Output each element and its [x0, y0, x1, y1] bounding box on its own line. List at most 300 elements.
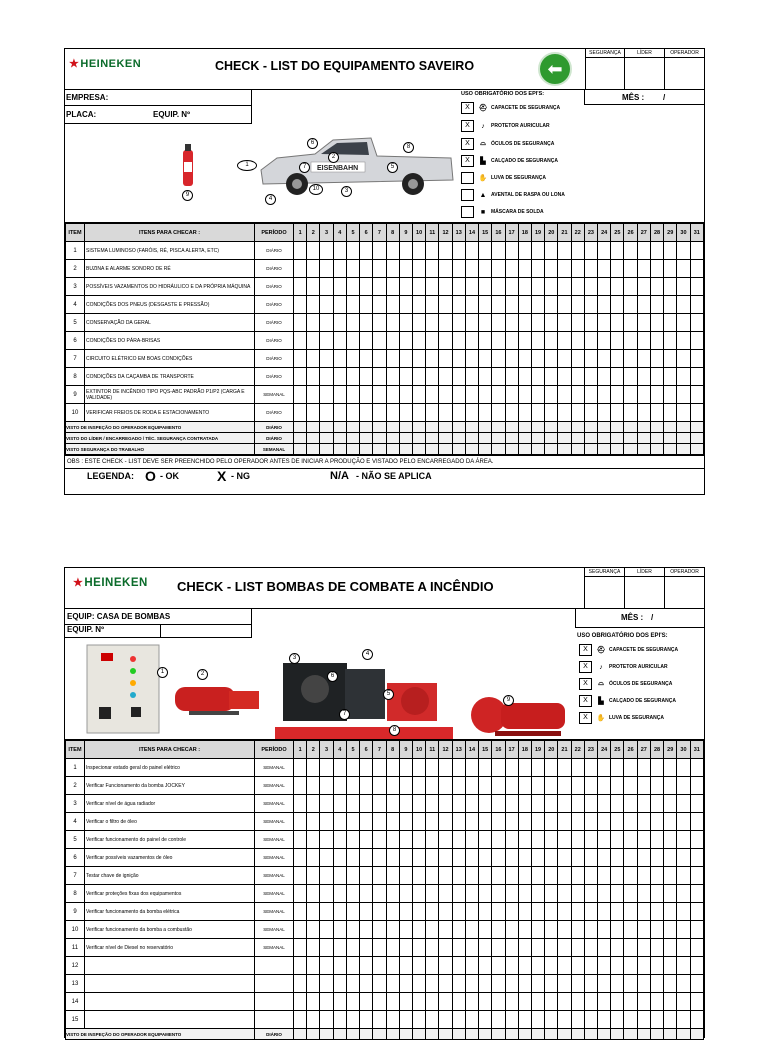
day-check-cell[interactable]	[465, 993, 478, 1011]
day-check-cell[interactable]	[664, 332, 677, 350]
day-check-cell[interactable]	[294, 993, 307, 1011]
day-check-cell[interactable]	[426, 975, 439, 993]
visto-cell[interactable]	[531, 433, 544, 444]
day-check-cell[interactable]	[412, 386, 425, 404]
day-check-cell[interactable]	[545, 278, 558, 296]
day-check-cell[interactable]	[492, 885, 505, 903]
day-check-cell[interactable]	[637, 975, 650, 993]
visto-cell[interactable]	[294, 422, 307, 433]
day-check-cell[interactable]	[598, 314, 611, 332]
day-check-cell[interactable]	[664, 386, 677, 404]
day-check-cell[interactable]	[677, 759, 690, 777]
day-check-cell[interactable]	[492, 242, 505, 260]
day-check-cell[interactable]	[307, 350, 320, 368]
day-check-cell[interactable]	[333, 386, 346, 404]
day-check-cell[interactable]	[518, 993, 531, 1011]
day-check-cell[interactable]	[452, 759, 465, 777]
day-check-cell[interactable]	[492, 777, 505, 795]
epi-checkbox[interactable]: X	[461, 138, 474, 150]
visto-cell[interactable]	[439, 422, 452, 433]
visto-cell[interactable]	[611, 433, 624, 444]
day-check-cell[interactable]	[518, 939, 531, 957]
day-check-cell[interactable]	[492, 759, 505, 777]
day-check-cell[interactable]	[439, 332, 452, 350]
day-check-cell[interactable]	[584, 939, 597, 957]
day-check-cell[interactable]	[545, 296, 558, 314]
visto-cell[interactable]	[373, 433, 386, 444]
epi-checkbox[interactable]: X	[579, 661, 592, 673]
day-check-cell[interactable]	[664, 314, 677, 332]
day-check-cell[interactable]	[531, 260, 544, 278]
day-check-cell[interactable]	[307, 1011, 320, 1029]
visto-cell[interactable]	[637, 422, 650, 433]
day-check-cell[interactable]	[505, 332, 518, 350]
day-check-cell[interactable]	[439, 314, 452, 332]
visto-cell[interactable]	[571, 444, 584, 455]
day-check-cell[interactable]	[346, 404, 359, 422]
visto-cell[interactable]	[598, 422, 611, 433]
day-check-cell[interactable]	[518, 903, 531, 921]
day-check-cell[interactable]	[545, 386, 558, 404]
day-check-cell[interactable]	[412, 849, 425, 867]
day-check-cell[interactable]	[439, 975, 452, 993]
day-check-cell[interactable]	[320, 296, 333, 314]
day-check-cell[interactable]	[611, 296, 624, 314]
day-check-cell[interactable]	[518, 957, 531, 975]
day-check-cell[interactable]	[531, 975, 544, 993]
visto-cell[interactable]	[637, 444, 650, 455]
day-check-cell[interactable]	[386, 386, 399, 404]
day-check-cell[interactable]	[360, 314, 373, 332]
day-check-cell[interactable]	[584, 332, 597, 350]
day-check-cell[interactable]	[373, 296, 386, 314]
day-check-cell[interactable]	[333, 777, 346, 795]
day-check-cell[interactable]	[320, 386, 333, 404]
day-check-cell[interactable]	[333, 813, 346, 831]
visto-cell[interactable]	[412, 433, 425, 444]
day-check-cell[interactable]	[677, 885, 690, 903]
visto-cell[interactable]	[479, 1029, 492, 1040]
day-check-cell[interactable]	[677, 350, 690, 368]
day-check-cell[interactable]	[690, 759, 703, 777]
day-check-cell[interactable]	[373, 795, 386, 813]
day-check-cell[interactable]	[664, 260, 677, 278]
day-check-cell[interactable]	[333, 404, 346, 422]
day-check-cell[interactable]	[492, 849, 505, 867]
day-check-cell[interactable]	[360, 975, 373, 993]
day-check-cell[interactable]	[492, 993, 505, 1011]
day-check-cell[interactable]	[412, 1011, 425, 1029]
day-check-cell[interactable]	[545, 260, 558, 278]
day-check-cell[interactable]	[664, 795, 677, 813]
day-check-cell[interactable]	[545, 332, 558, 350]
day-check-cell[interactable]	[611, 921, 624, 939]
day-check-cell[interactable]	[479, 939, 492, 957]
visto-cell[interactable]	[294, 433, 307, 444]
day-check-cell[interactable]	[571, 242, 584, 260]
day-check-cell[interactable]	[664, 831, 677, 849]
day-check-cell[interactable]	[479, 921, 492, 939]
day-check-cell[interactable]	[465, 849, 478, 867]
day-check-cell[interactable]	[333, 903, 346, 921]
back-arrow-icon[interactable]: ⬅	[538, 52, 572, 86]
day-check-cell[interactable]	[611, 314, 624, 332]
day-check-cell[interactable]	[399, 975, 412, 993]
epi-checkbox[interactable]: X	[579, 678, 592, 690]
day-check-cell[interactable]	[479, 795, 492, 813]
day-check-cell[interactable]	[360, 957, 373, 975]
day-check-cell[interactable]	[677, 867, 690, 885]
day-check-cell[interactable]	[531, 867, 544, 885]
day-check-cell[interactable]	[545, 404, 558, 422]
day-check-cell[interactable]	[637, 849, 650, 867]
day-check-cell[interactable]	[505, 885, 518, 903]
day-check-cell[interactable]	[598, 260, 611, 278]
day-check-cell[interactable]	[386, 404, 399, 422]
day-check-cell[interactable]	[571, 795, 584, 813]
day-check-cell[interactable]	[386, 939, 399, 957]
day-check-cell[interactable]	[373, 368, 386, 386]
day-check-cell[interactable]	[545, 777, 558, 795]
day-check-cell[interactable]	[465, 885, 478, 903]
day-check-cell[interactable]	[439, 993, 452, 1011]
day-check-cell[interactable]	[360, 921, 373, 939]
day-check-cell[interactable]	[426, 921, 439, 939]
day-check-cell[interactable]	[452, 975, 465, 993]
day-check-cell[interactable]	[545, 759, 558, 777]
day-check-cell[interactable]	[439, 1011, 452, 1029]
day-check-cell[interactable]	[373, 903, 386, 921]
day-check-cell[interactable]	[373, 1011, 386, 1029]
day-check-cell[interactable]	[412, 777, 425, 795]
visto-cell[interactable]	[545, 1029, 558, 1040]
day-check-cell[interactable]	[531, 813, 544, 831]
day-check-cell[interactable]	[558, 260, 571, 278]
day-check-cell[interactable]	[677, 777, 690, 795]
day-check-cell[interactable]	[505, 242, 518, 260]
day-check-cell[interactable]	[492, 386, 505, 404]
visto-cell[interactable]	[399, 444, 412, 455]
day-check-cell[interactable]	[307, 386, 320, 404]
day-check-cell[interactable]	[452, 260, 465, 278]
day-check-cell[interactable]	[624, 795, 637, 813]
day-check-cell[interactable]	[360, 350, 373, 368]
day-check-cell[interactable]	[386, 260, 399, 278]
day-check-cell[interactable]	[412, 939, 425, 957]
day-check-cell[interactable]	[531, 903, 544, 921]
day-check-cell[interactable]	[320, 957, 333, 975]
day-check-cell[interactable]	[558, 1011, 571, 1029]
day-check-cell[interactable]	[465, 314, 478, 332]
day-check-cell[interactable]	[637, 921, 650, 939]
day-check-cell[interactable]	[294, 975, 307, 993]
epi-checkbox[interactable]	[461, 206, 474, 218]
day-check-cell[interactable]	[531, 314, 544, 332]
day-check-cell[interactable]	[386, 296, 399, 314]
day-check-cell[interactable]	[452, 278, 465, 296]
day-check-cell[interactable]	[611, 386, 624, 404]
day-check-cell[interactable]	[294, 1011, 307, 1029]
day-check-cell[interactable]	[677, 260, 690, 278]
day-check-cell[interactable]	[518, 314, 531, 332]
visto-cell[interactable]	[333, 1029, 346, 1040]
visto-cell[interactable]	[518, 1029, 531, 1040]
day-check-cell[interactable]	[333, 314, 346, 332]
day-check-cell[interactable]	[333, 332, 346, 350]
day-check-cell[interactable]	[545, 795, 558, 813]
day-check-cell[interactable]	[399, 939, 412, 957]
visto-cell[interactable]	[294, 444, 307, 455]
day-check-cell[interactable]	[412, 350, 425, 368]
day-check-cell[interactable]	[479, 831, 492, 849]
day-check-cell[interactable]	[399, 813, 412, 831]
day-check-cell[interactable]	[558, 296, 571, 314]
day-check-cell[interactable]	[333, 975, 346, 993]
day-check-cell[interactable]	[571, 777, 584, 795]
day-check-cell[interactable]	[531, 296, 544, 314]
visto-cell[interactable]	[677, 433, 690, 444]
day-check-cell[interactable]	[373, 921, 386, 939]
day-check-cell[interactable]	[307, 849, 320, 867]
day-check-cell[interactable]	[399, 1011, 412, 1029]
day-check-cell[interactable]	[386, 903, 399, 921]
day-check-cell[interactable]	[531, 939, 544, 957]
day-check-cell[interactable]	[505, 867, 518, 885]
day-check-cell[interactable]	[307, 867, 320, 885]
day-check-cell[interactable]	[571, 278, 584, 296]
day-check-cell[interactable]	[320, 260, 333, 278]
day-check-cell[interactable]	[452, 242, 465, 260]
day-check-cell[interactable]	[624, 314, 637, 332]
day-check-cell[interactable]	[360, 813, 373, 831]
day-check-cell[interactable]	[650, 759, 663, 777]
day-check-cell[interactable]	[386, 813, 399, 831]
day-check-cell[interactable]	[637, 386, 650, 404]
visto-cell[interactable]	[465, 444, 478, 455]
day-check-cell[interactable]	[307, 939, 320, 957]
day-check-cell[interactable]	[492, 831, 505, 849]
day-check-cell[interactable]	[571, 903, 584, 921]
day-check-cell[interactable]	[598, 903, 611, 921]
visto-cell[interactable]	[664, 422, 677, 433]
day-check-cell[interactable]	[558, 314, 571, 332]
day-check-cell[interactable]	[518, 849, 531, 867]
day-check-cell[interactable]	[346, 939, 359, 957]
day-check-cell[interactable]	[426, 795, 439, 813]
day-check-cell[interactable]	[492, 260, 505, 278]
day-check-cell[interactable]	[307, 759, 320, 777]
day-check-cell[interactable]	[598, 386, 611, 404]
day-check-cell[interactable]	[386, 350, 399, 368]
day-check-cell[interactable]	[690, 795, 703, 813]
day-check-cell[interactable]	[531, 795, 544, 813]
visto-cell[interactable]	[399, 422, 412, 433]
day-check-cell[interactable]	[637, 260, 650, 278]
day-check-cell[interactable]	[294, 368, 307, 386]
day-check-cell[interactable]	[439, 350, 452, 368]
day-check-cell[interactable]	[505, 404, 518, 422]
day-check-cell[interactable]	[558, 813, 571, 831]
day-check-cell[interactable]	[346, 368, 359, 386]
day-check-cell[interactable]	[650, 350, 663, 368]
day-check-cell[interactable]	[571, 993, 584, 1011]
day-check-cell[interactable]	[426, 993, 439, 1011]
day-check-cell[interactable]	[690, 975, 703, 993]
day-check-cell[interactable]	[333, 885, 346, 903]
day-check-cell[interactable]	[465, 386, 478, 404]
day-check-cell[interactable]	[452, 849, 465, 867]
day-check-cell[interactable]	[360, 404, 373, 422]
day-check-cell[interactable]	[598, 831, 611, 849]
day-check-cell[interactable]	[412, 759, 425, 777]
visto-cell[interactable]	[531, 422, 544, 433]
day-check-cell[interactable]	[479, 278, 492, 296]
day-check-cell[interactable]	[452, 957, 465, 975]
day-check-cell[interactable]	[571, 260, 584, 278]
day-check-cell[interactable]	[320, 885, 333, 903]
day-check-cell[interactable]	[558, 404, 571, 422]
day-check-cell[interactable]	[412, 831, 425, 849]
day-check-cell[interactable]	[346, 350, 359, 368]
day-check-cell[interactable]	[426, 242, 439, 260]
day-check-cell[interactable]	[505, 777, 518, 795]
day-check-cell[interactable]	[346, 903, 359, 921]
day-check-cell[interactable]	[346, 777, 359, 795]
day-check-cell[interactable]	[611, 813, 624, 831]
day-check-cell[interactable]	[426, 350, 439, 368]
day-check-cell[interactable]	[492, 939, 505, 957]
day-check-cell[interactable]	[346, 831, 359, 849]
day-check-cell[interactable]	[664, 296, 677, 314]
day-check-cell[interactable]	[479, 957, 492, 975]
day-check-cell[interactable]	[545, 903, 558, 921]
visto-cell[interactable]	[611, 422, 624, 433]
day-check-cell[interactable]	[518, 404, 531, 422]
day-check-cell[interactable]	[439, 885, 452, 903]
day-check-cell[interactable]	[518, 278, 531, 296]
visto-cell[interactable]	[690, 422, 703, 433]
day-check-cell[interactable]	[637, 759, 650, 777]
day-check-cell[interactable]	[465, 759, 478, 777]
day-check-cell[interactable]	[346, 813, 359, 831]
day-check-cell[interactable]	[426, 885, 439, 903]
day-check-cell[interactable]	[690, 278, 703, 296]
day-check-cell[interactable]	[479, 777, 492, 795]
day-check-cell[interactable]	[518, 867, 531, 885]
day-check-cell[interactable]	[611, 777, 624, 795]
day-check-cell[interactable]	[479, 296, 492, 314]
visto-cell[interactable]	[479, 444, 492, 455]
day-check-cell[interactable]	[571, 849, 584, 867]
day-check-cell[interactable]	[439, 296, 452, 314]
day-check-cell[interactable]	[584, 777, 597, 795]
day-check-cell[interactable]	[505, 921, 518, 939]
visto-cell[interactable]	[690, 433, 703, 444]
day-check-cell[interactable]	[479, 903, 492, 921]
day-check-cell[interactable]	[360, 242, 373, 260]
day-check-cell[interactable]	[333, 759, 346, 777]
day-check-cell[interactable]	[505, 903, 518, 921]
day-check-cell[interactable]	[373, 260, 386, 278]
day-check-cell[interactable]	[518, 332, 531, 350]
visto-cell[interactable]	[611, 444, 624, 455]
day-check-cell[interactable]	[452, 903, 465, 921]
visto-cell[interactable]	[346, 433, 359, 444]
day-check-cell[interactable]	[571, 368, 584, 386]
day-check-cell[interactable]	[571, 939, 584, 957]
visto-cell[interactable]	[479, 422, 492, 433]
day-check-cell[interactable]	[465, 921, 478, 939]
day-check-cell[interactable]	[505, 296, 518, 314]
visto-cell[interactable]	[492, 422, 505, 433]
day-check-cell[interactable]	[465, 368, 478, 386]
day-check-cell[interactable]	[373, 993, 386, 1011]
day-check-cell[interactable]	[558, 332, 571, 350]
day-check-cell[interactable]	[294, 831, 307, 849]
day-check-cell[interactable]	[677, 386, 690, 404]
day-check-cell[interactable]	[624, 957, 637, 975]
day-check-cell[interactable]	[373, 386, 386, 404]
day-check-cell[interactable]	[505, 813, 518, 831]
visto-cell[interactable]	[531, 1029, 544, 1040]
day-check-cell[interactable]	[373, 885, 386, 903]
day-check-cell[interactable]	[650, 921, 663, 939]
day-check-cell[interactable]	[690, 777, 703, 795]
day-check-cell[interactable]	[439, 921, 452, 939]
visto-cell[interactable]	[545, 444, 558, 455]
visto-cell[interactable]	[611, 1029, 624, 1040]
day-check-cell[interactable]	[531, 885, 544, 903]
visto-cell[interactable]	[650, 444, 663, 455]
visto-cell[interactable]	[518, 433, 531, 444]
day-check-cell[interactable]	[531, 759, 544, 777]
day-check-cell[interactable]	[664, 957, 677, 975]
day-check-cell[interactable]	[307, 332, 320, 350]
epi-checkbox[interactable]	[461, 172, 474, 184]
day-check-cell[interactable]	[545, 314, 558, 332]
day-check-cell[interactable]	[399, 903, 412, 921]
day-check-cell[interactable]	[465, 939, 478, 957]
epi-checkbox[interactable]: X	[579, 695, 592, 707]
day-check-cell[interactable]	[598, 957, 611, 975]
day-check-cell[interactable]	[346, 795, 359, 813]
day-check-cell[interactable]	[611, 278, 624, 296]
day-check-cell[interactable]	[505, 314, 518, 332]
day-check-cell[interactable]	[624, 813, 637, 831]
day-check-cell[interactable]	[690, 242, 703, 260]
visto-cell[interactable]	[320, 433, 333, 444]
day-check-cell[interactable]	[598, 849, 611, 867]
day-check-cell[interactable]	[399, 368, 412, 386]
day-check-cell[interactable]	[399, 849, 412, 867]
day-check-cell[interactable]	[505, 278, 518, 296]
day-check-cell[interactable]	[346, 993, 359, 1011]
day-check-cell[interactable]	[346, 314, 359, 332]
visto-cell[interactable]	[333, 422, 346, 433]
visto-cell[interactable]	[452, 433, 465, 444]
epi-checkbox[interactable]: X	[461, 155, 474, 167]
day-check-cell[interactable]	[598, 1011, 611, 1029]
visto-cell[interactable]	[518, 422, 531, 433]
day-check-cell[interactable]	[677, 1011, 690, 1029]
day-check-cell[interactable]	[584, 296, 597, 314]
day-check-cell[interactable]	[518, 1011, 531, 1029]
day-check-cell[interactable]	[426, 314, 439, 332]
day-check-cell[interactable]	[650, 849, 663, 867]
day-check-cell[interactable]	[439, 939, 452, 957]
day-check-cell[interactable]	[386, 975, 399, 993]
day-check-cell[interactable]	[439, 957, 452, 975]
